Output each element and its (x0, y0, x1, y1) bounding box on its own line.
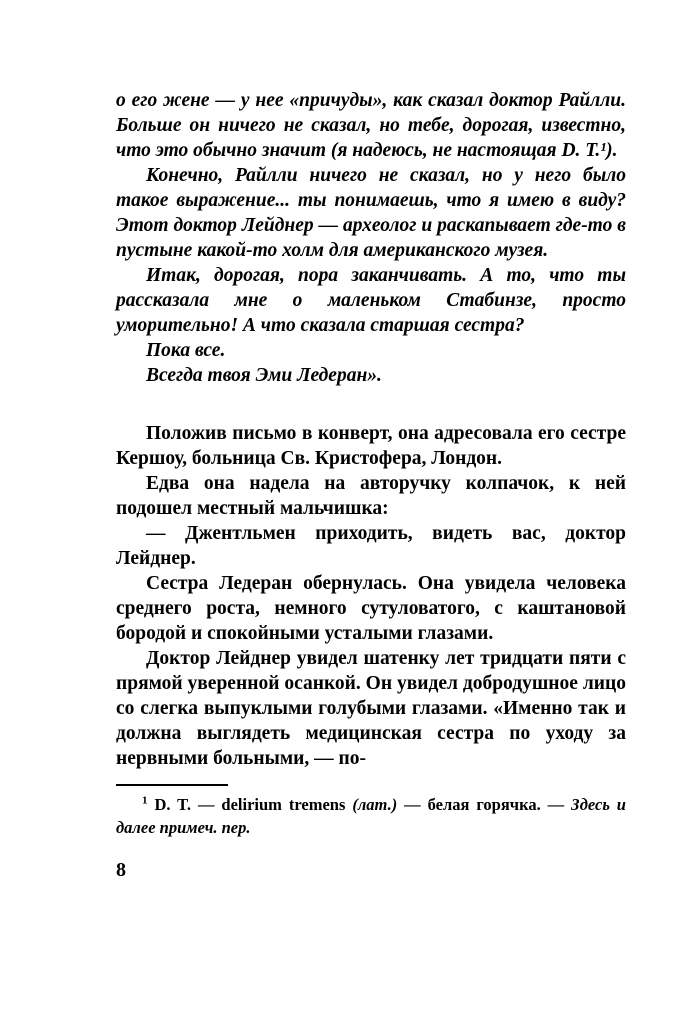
page-number: 8 (116, 859, 126, 881)
footnote-divider (116, 784, 228, 786)
footnote-lang-label: (лат.) (352, 795, 398, 814)
footnote (116, 793, 626, 839)
footnote-latin-text: D. T. — delirium tremens (147, 795, 353, 814)
narrative-paragraph: Сестра Ледеран обернулась. Она увидела человека среднего роста, немного сутуловатого, с каштановой бородой и спокойными усталыми глазами. (116, 573, 626, 644)
footnote-source-note: Здесь и далее примеч. пер. (116, 795, 626, 837)
narrative-paragraph: Положив письмо в конверт, она адресовала его сестре Кершоу, больница Св. Кристофера, Лондон. (116, 423, 626, 469)
letter-signature: Всегда твоя Эми Ледеран». (146, 365, 382, 386)
narrative-paragraph: — Джентльмен приходить, видеть вас, доктор Лейднер. (116, 523, 626, 569)
letter-section (116, 88, 626, 388)
letter-paragraph: Пока все. (146, 340, 226, 361)
footnote-translation: — белая горячка. — (397, 795, 572, 814)
footnote-marker: 1 (142, 794, 148, 807)
book-page (116, 88, 626, 882)
letter-paragraph: о его жене — у нее «причуды», как сказал доктор Райлли. Больше он ничего не сказал, но тебе, дорогая, известно, что это обычно значит (я надеюсь, не настоящая D. T.¹). (116, 90, 626, 161)
narrative-section (116, 421, 626, 771)
letter-paragraph: Итак, дорогая, пора заканчивать. А то, что ты рассказала мне о маленьком Стабинзе, просто уморительно! А что сказала старшая сестра? (116, 265, 626, 336)
narrative-paragraph: Едва она надела на авторучку колпачок, к ней подошел местный мальчишка: (116, 473, 626, 519)
letter-paragraph: Конечно, Райлли ничего не сказал, но у него было такое выражение... ты понимаешь, что я имею в виду? Этот доктор Лейднер — археолог и раскапывает где-то в пустыне какой-то холм для американского музея. (116, 165, 626, 261)
narrative-paragraph: Доктор Лейднер увидел шатенку лет тридцати пяти с прямой уверенной осанкой. Он увидел добродушное лицо со слегка выпуклыми голубыми глазами. «Именно так и должна выглядеть медицинская сестра по уходу за нервными больными, — по- (116, 648, 626, 769)
